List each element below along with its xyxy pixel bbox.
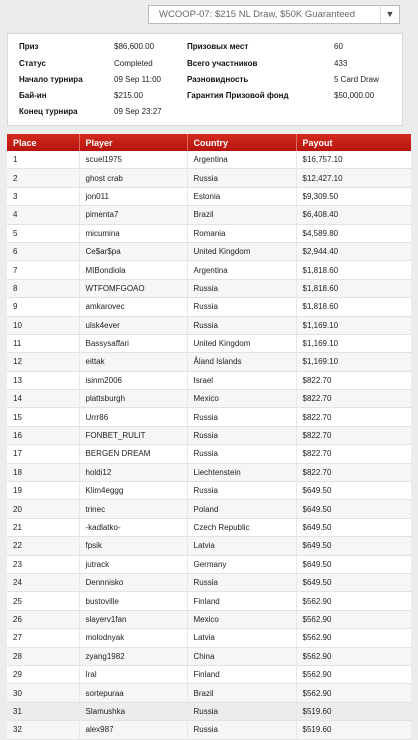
- cell-payout: $1,169.10: [296, 353, 411, 371]
- table-row[interactable]: [7, 426, 411, 444]
- table-row[interactable]: [7, 261, 411, 279]
- cell-country: Liechtenstein: [187, 463, 296, 481]
- chevron-down-icon[interactable]: ▼: [380, 6, 399, 23]
- cell-player: jon011: [79, 187, 187, 205]
- cell-payout: $1,169.10: [296, 316, 411, 334]
- status-label: Статус: [19, 59, 46, 68]
- table-row[interactable]: [7, 592, 411, 610]
- entrants-label: Всего участников: [187, 59, 258, 68]
- cell-country: Finland: [187, 592, 296, 610]
- cell-player: Bassysaffari: [79, 334, 187, 352]
- header-payout[interactable]: Payout: [296, 134, 411, 151]
- end-label: Конец турнира: [19, 107, 78, 116]
- cell-player: ulsk4ever: [79, 316, 187, 334]
- table-row[interactable]: [7, 573, 411, 591]
- places-label: Призовых мест: [187, 42, 249, 51]
- cell-place: 22: [7, 537, 79, 555]
- table-row[interactable]: [7, 647, 411, 665]
- cell-payout: $519.60: [296, 702, 411, 720]
- cell-payout: $16,757.10: [296, 151, 411, 169]
- table-row[interactable]: [7, 279, 411, 297]
- cell-payout: $822.70: [296, 371, 411, 389]
- cell-country: Åland Islands: [187, 353, 296, 371]
- cell-place: 26: [7, 610, 79, 628]
- cell-player: sortepuraa: [79, 684, 187, 702]
- cell-place: 13: [7, 371, 79, 389]
- cell-place: 1: [7, 151, 79, 169]
- header-place[interactable]: Place: [7, 134, 79, 151]
- cell-payout: $2,944.40: [296, 242, 411, 260]
- table-row[interactable]: [7, 224, 411, 242]
- variant-value: 5 Card Draw: [334, 75, 379, 84]
- cell-country: Latvia: [187, 629, 296, 647]
- table-row[interactable]: [7, 169, 411, 187]
- table-row[interactable]: [7, 463, 411, 481]
- cell-place: 17: [7, 445, 79, 463]
- cell-payout: $822.70: [296, 445, 411, 463]
- cell-player: slayerv1fan: [79, 610, 187, 628]
- table-row[interactable]: [7, 702, 411, 720]
- cell-country: Romania: [187, 224, 296, 242]
- cell-player: WTFOMFGOAO: [79, 279, 187, 297]
- cell-payout: $562.90: [296, 610, 411, 628]
- cell-payout: $822.70: [296, 426, 411, 444]
- cell-country: Russia: [187, 573, 296, 591]
- cell-country: Argentina: [187, 151, 296, 169]
- cell-country: Russia: [187, 721, 296, 739]
- header-country[interactable]: Country: [187, 134, 296, 151]
- tournament-info-panel: [7, 33, 403, 126]
- cell-player: FONBET_RULIT: [79, 426, 187, 444]
- cell-player: trinec: [79, 500, 187, 518]
- cell-payout: $1,818.60: [296, 279, 411, 297]
- table-row[interactable]: [7, 151, 411, 169]
- cell-country: Russia: [187, 298, 296, 316]
- cell-country: Russia: [187, 426, 296, 444]
- table-row[interactable]: [7, 206, 411, 224]
- cell-place: 21: [7, 518, 79, 536]
- buyin-value: $215.00: [114, 91, 143, 100]
- cell-player: holdi12: [79, 463, 187, 481]
- cell-payout: $1,818.60: [296, 298, 411, 316]
- cell-place: 32: [7, 721, 79, 739]
- cell-country: Germany: [187, 555, 296, 573]
- variant-label: Разновидность: [187, 75, 249, 84]
- cell-payout: $6,408.40: [296, 206, 411, 224]
- cell-country: Russia: [187, 445, 296, 463]
- start-label: Начало турнира: [19, 75, 83, 84]
- table-row[interactable]: [7, 371, 411, 389]
- prize-value: $86,600.00: [114, 42, 155, 51]
- cell-place: 2: [7, 169, 79, 187]
- cell-place: 24: [7, 573, 79, 591]
- table-row[interactable]: [7, 684, 411, 702]
- cell-place: 18: [7, 463, 79, 481]
- cell-country: Russia: [187, 279, 296, 297]
- cell-place: 12: [7, 353, 79, 371]
- cell-country: Argentina: [187, 261, 296, 279]
- cell-player: MIBondiola: [79, 261, 187, 279]
- table-row[interactable]: [7, 537, 411, 555]
- cell-place: 14: [7, 390, 79, 408]
- cell-player: molodnyak: [79, 629, 187, 647]
- end-value: 09 Sep 23:27: [114, 107, 162, 116]
- entrants-value: 433: [334, 59, 348, 68]
- cell-country: Czech Republic: [187, 518, 296, 536]
- cell-payout: $4,589.80: [296, 224, 411, 242]
- cell-player: plattsburgh: [79, 390, 187, 408]
- cell-payout: $649.50: [296, 500, 411, 518]
- cell-place: 8: [7, 279, 79, 297]
- top-bar: [0, 0, 418, 30]
- cell-payout: $822.70: [296, 463, 411, 481]
- cell-payout: $822.70: [296, 390, 411, 408]
- cell-player: Iral: [79, 665, 187, 683]
- cell-place: 15: [7, 408, 79, 426]
- cell-country: Russia: [187, 408, 296, 426]
- cell-place: 19: [7, 482, 79, 500]
- table-row[interactable]: [7, 629, 411, 647]
- cell-place: 10: [7, 316, 79, 334]
- table-header-row: [7, 134, 411, 151]
- prize-label: Приз: [19, 42, 39, 51]
- table-row[interactable]: [7, 187, 411, 205]
- cell-place: 27: [7, 629, 79, 647]
- cell-country: Finland: [187, 665, 296, 683]
- table-row[interactable]: [7, 242, 411, 260]
- cell-place: 23: [7, 555, 79, 573]
- cell-country: Israel: [187, 371, 296, 389]
- cell-country: Latvia: [187, 537, 296, 555]
- cell-player: -kadlatko-: [79, 518, 187, 536]
- cell-place: 20: [7, 500, 79, 518]
- cell-payout: $649.50: [296, 482, 411, 500]
- cell-player: fpsik: [79, 537, 187, 555]
- cell-country: Russia: [187, 482, 296, 500]
- table-row[interactable]: [7, 334, 411, 352]
- cell-player: scuel1975: [79, 151, 187, 169]
- table-row[interactable]: [7, 316, 411, 334]
- cell-payout: $1,169.10: [296, 334, 411, 352]
- cell-player: alex987: [79, 721, 187, 739]
- cell-place: 16: [7, 426, 79, 444]
- table-row[interactable]: [7, 353, 411, 371]
- cell-player: zyang1982: [79, 647, 187, 665]
- table-row[interactable]: [7, 390, 411, 408]
- cell-payout: $562.90: [296, 629, 411, 647]
- cell-player: Dennnisko: [79, 573, 187, 591]
- payout-table: [7, 134, 411, 740]
- cell-place: 4: [7, 206, 79, 224]
- cell-player: isinm2006: [79, 371, 187, 389]
- tournament-select-value: WCOOP-07: $215 NL Draw, $50K Guaranteed: [159, 9, 356, 20]
- cell-payout: $649.50: [296, 537, 411, 555]
- guarantee-label: Гарантия Призовой фонд: [187, 91, 289, 100]
- cell-payout: $12,427.10: [296, 169, 411, 187]
- cell-place: 6: [7, 242, 79, 260]
- cell-payout: $562.90: [296, 684, 411, 702]
- cell-country: Russia: [187, 169, 296, 187]
- table-row[interactable]: [7, 721, 411, 739]
- start-value: 09 Sep 11:00: [114, 75, 162, 84]
- cell-country: Estonia: [187, 187, 296, 205]
- guarantee-value: $50,000.00: [334, 91, 375, 100]
- cell-country: China: [187, 647, 296, 665]
- cell-country: Russia: [187, 316, 296, 334]
- cell-player: micumina: [79, 224, 187, 242]
- table-row[interactable]: [7, 518, 411, 536]
- cell-place: 9: [7, 298, 79, 316]
- cell-place: 3: [7, 187, 79, 205]
- cell-player: bustoville: [79, 592, 187, 610]
- cell-place: 25: [7, 592, 79, 610]
- cell-player: Klim4eggg: [79, 482, 187, 500]
- table-row[interactable]: [7, 665, 411, 683]
- cell-payout: $562.90: [296, 665, 411, 683]
- cell-player: ghost crab: [79, 169, 187, 187]
- cell-player: Ce$ar$pa: [79, 242, 187, 260]
- table-row[interactable]: [7, 610, 411, 628]
- cell-payout: $649.50: [296, 573, 411, 591]
- cell-place: 11: [7, 334, 79, 352]
- buyin-label: Бай-ин: [19, 91, 47, 100]
- cell-country: Brazil: [187, 206, 296, 224]
- cell-country: Mexico: [187, 390, 296, 408]
- table-row[interactable]: [7, 445, 411, 463]
- table-row[interactable]: [7, 500, 411, 518]
- places-value: 60: [334, 42, 343, 51]
- table-row[interactable]: [7, 298, 411, 316]
- status-value: Completed: [114, 59, 153, 68]
- cell-payout: $519.60: [296, 721, 411, 739]
- payout-table-container: [7, 134, 411, 735]
- cell-place: 7: [7, 261, 79, 279]
- cell-player: amkarovec: [79, 298, 187, 316]
- cell-payout: $562.90: [296, 647, 411, 665]
- cell-payout: $562.90: [296, 592, 411, 610]
- cell-player: eittak: [79, 353, 187, 371]
- cell-place: 28: [7, 647, 79, 665]
- cell-place: 29: [7, 665, 79, 683]
- table-row[interactable]: [7, 408, 411, 426]
- cell-player: pimenta7: [79, 206, 187, 224]
- header-player[interactable]: Player: [79, 134, 187, 151]
- tournament-select[interactable]: [148, 5, 400, 24]
- cell-place: 30: [7, 684, 79, 702]
- cell-payout: $822.70: [296, 408, 411, 426]
- cell-player: Urrr86: [79, 408, 187, 426]
- cell-player: Slamushka: [79, 702, 187, 720]
- cell-payout: $649.50: [296, 555, 411, 573]
- table-row[interactable]: [7, 555, 411, 573]
- cell-place: 31: [7, 702, 79, 720]
- cell-country: United Kingdom: [187, 242, 296, 260]
- cell-country: Russia: [187, 702, 296, 720]
- cell-player: BERGEN DREAM: [79, 445, 187, 463]
- cell-country: Poland: [187, 500, 296, 518]
- cell-place: 5: [7, 224, 79, 242]
- cell-country: Brazil: [187, 684, 296, 702]
- cell-country: United Kingdom: [187, 334, 296, 352]
- cell-player: jutrack: [79, 555, 187, 573]
- cell-payout: $9,309.50: [296, 187, 411, 205]
- table-row[interactable]: [7, 482, 411, 500]
- cell-payout: $649.50: [296, 518, 411, 536]
- cell-payout: $1,818.60: [296, 261, 411, 279]
- cell-country: Mexico: [187, 610, 296, 628]
